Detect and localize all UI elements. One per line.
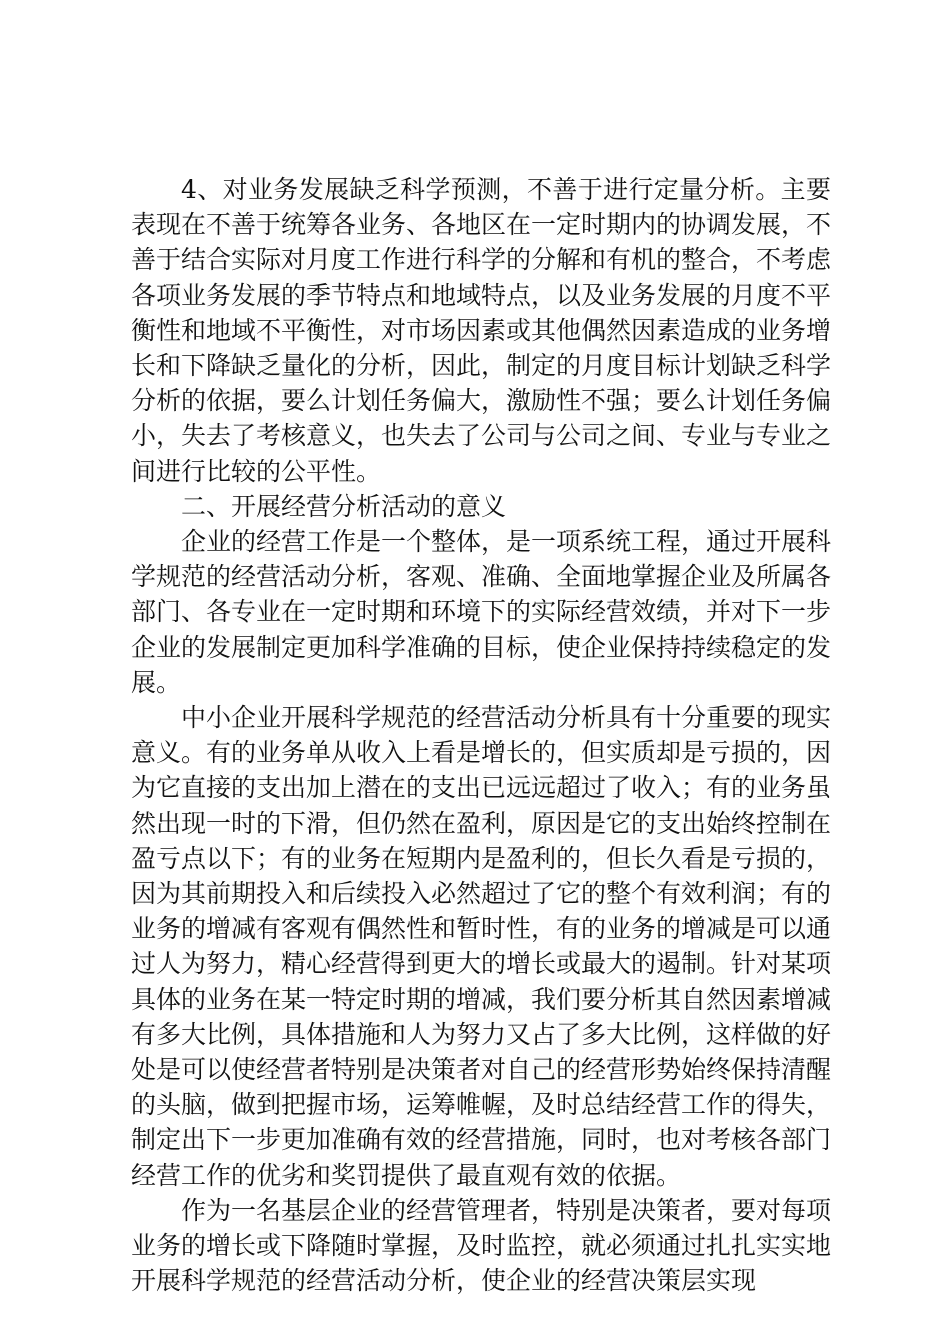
document-body bbox=[131, 172, 831, 1299]
paragraph-overview: 企业的经营工作是一个整体，是一项系统工程，通过开展科学规范的经营活动分析，客观、准确、全面地掌握企业及所属各部门、各专业在一定时期和环境下的实际经营效绩，并对下一步企业的发展制定更加科学准确的目标，使企业保持持续稳定的发展。 bbox=[131, 527, 832, 697]
paragraph-business-forecast: 4、对业务发展缺乏科学预测，不善于进行定量分析。主要表现在不善于统筹各业务、各地区在一定时期内的协调发展，不善于结合实际对月度工作进行科学的分解和有机的整合，不考虑各项业务发展的季节特点和地域特点，以及业务发展的月度不平衡性和地域不平衡性，对市场因素或其他偶然因素造成的业务增长和下降缺乏量化的分析，因此，制定的月度目标计划缺乏科学分析的依据，要么计划任务偏大，激励性不强；要么计划任务偏小，失去了考核意义，也失去了公司与公司之间、专业与专业之间进行比较的公平性。 bbox=[131, 175, 832, 486]
paragraph-significance: 中小企业开展科学规范的经营活动分析具有十分重要的现实意义。有的业务单从收入上看是增长的，但实质却是亏损的，因为它直接的支出加上潜在的支出已远远超过了收入；有的业务虽然出现一时的下滑，但仍然在盈利，原因是它的支出始终控制在盈亏点以下；有的业务在短期内是盈利的，但长久看是亏损的，因为其前期投入和后续投入必然超过了它的整个有效利润；有的业务的增减有客观有偶然性和暂时性，有的业务的增减是可以通过人为努力，精心经营得到更大的增长或最大的遏制。针对某项具体的业务在某一特定时期的增减，我们要分析其自然因素增减有多大比例，具体措施和人为努力又占了多大比例，这样做的好处是可以使经营者特别是决策者对自己的经营形势始终保持清醒的头脑，做到把握市场，运筹帷幄，及时总结经营工作的得失，制定出下一步更加准确有效的经营措施，同时，也对考核各部门经营工作的优劣和奖罚提供了最直观有效的依据。 bbox=[131, 703, 832, 1190]
section-heading: 二、开展经营分析活动的意义 bbox=[181, 491, 507, 521]
paragraph-manager-role: 作为一名基层企业的经营管理者，特别是决策者，要对每项业务的增长或下降随时掌握，及时监控，就必须通过扎扎实实地开展科学规范的经营活动分析，使企业的经营决策层实现 bbox=[131, 1195, 832, 1296]
